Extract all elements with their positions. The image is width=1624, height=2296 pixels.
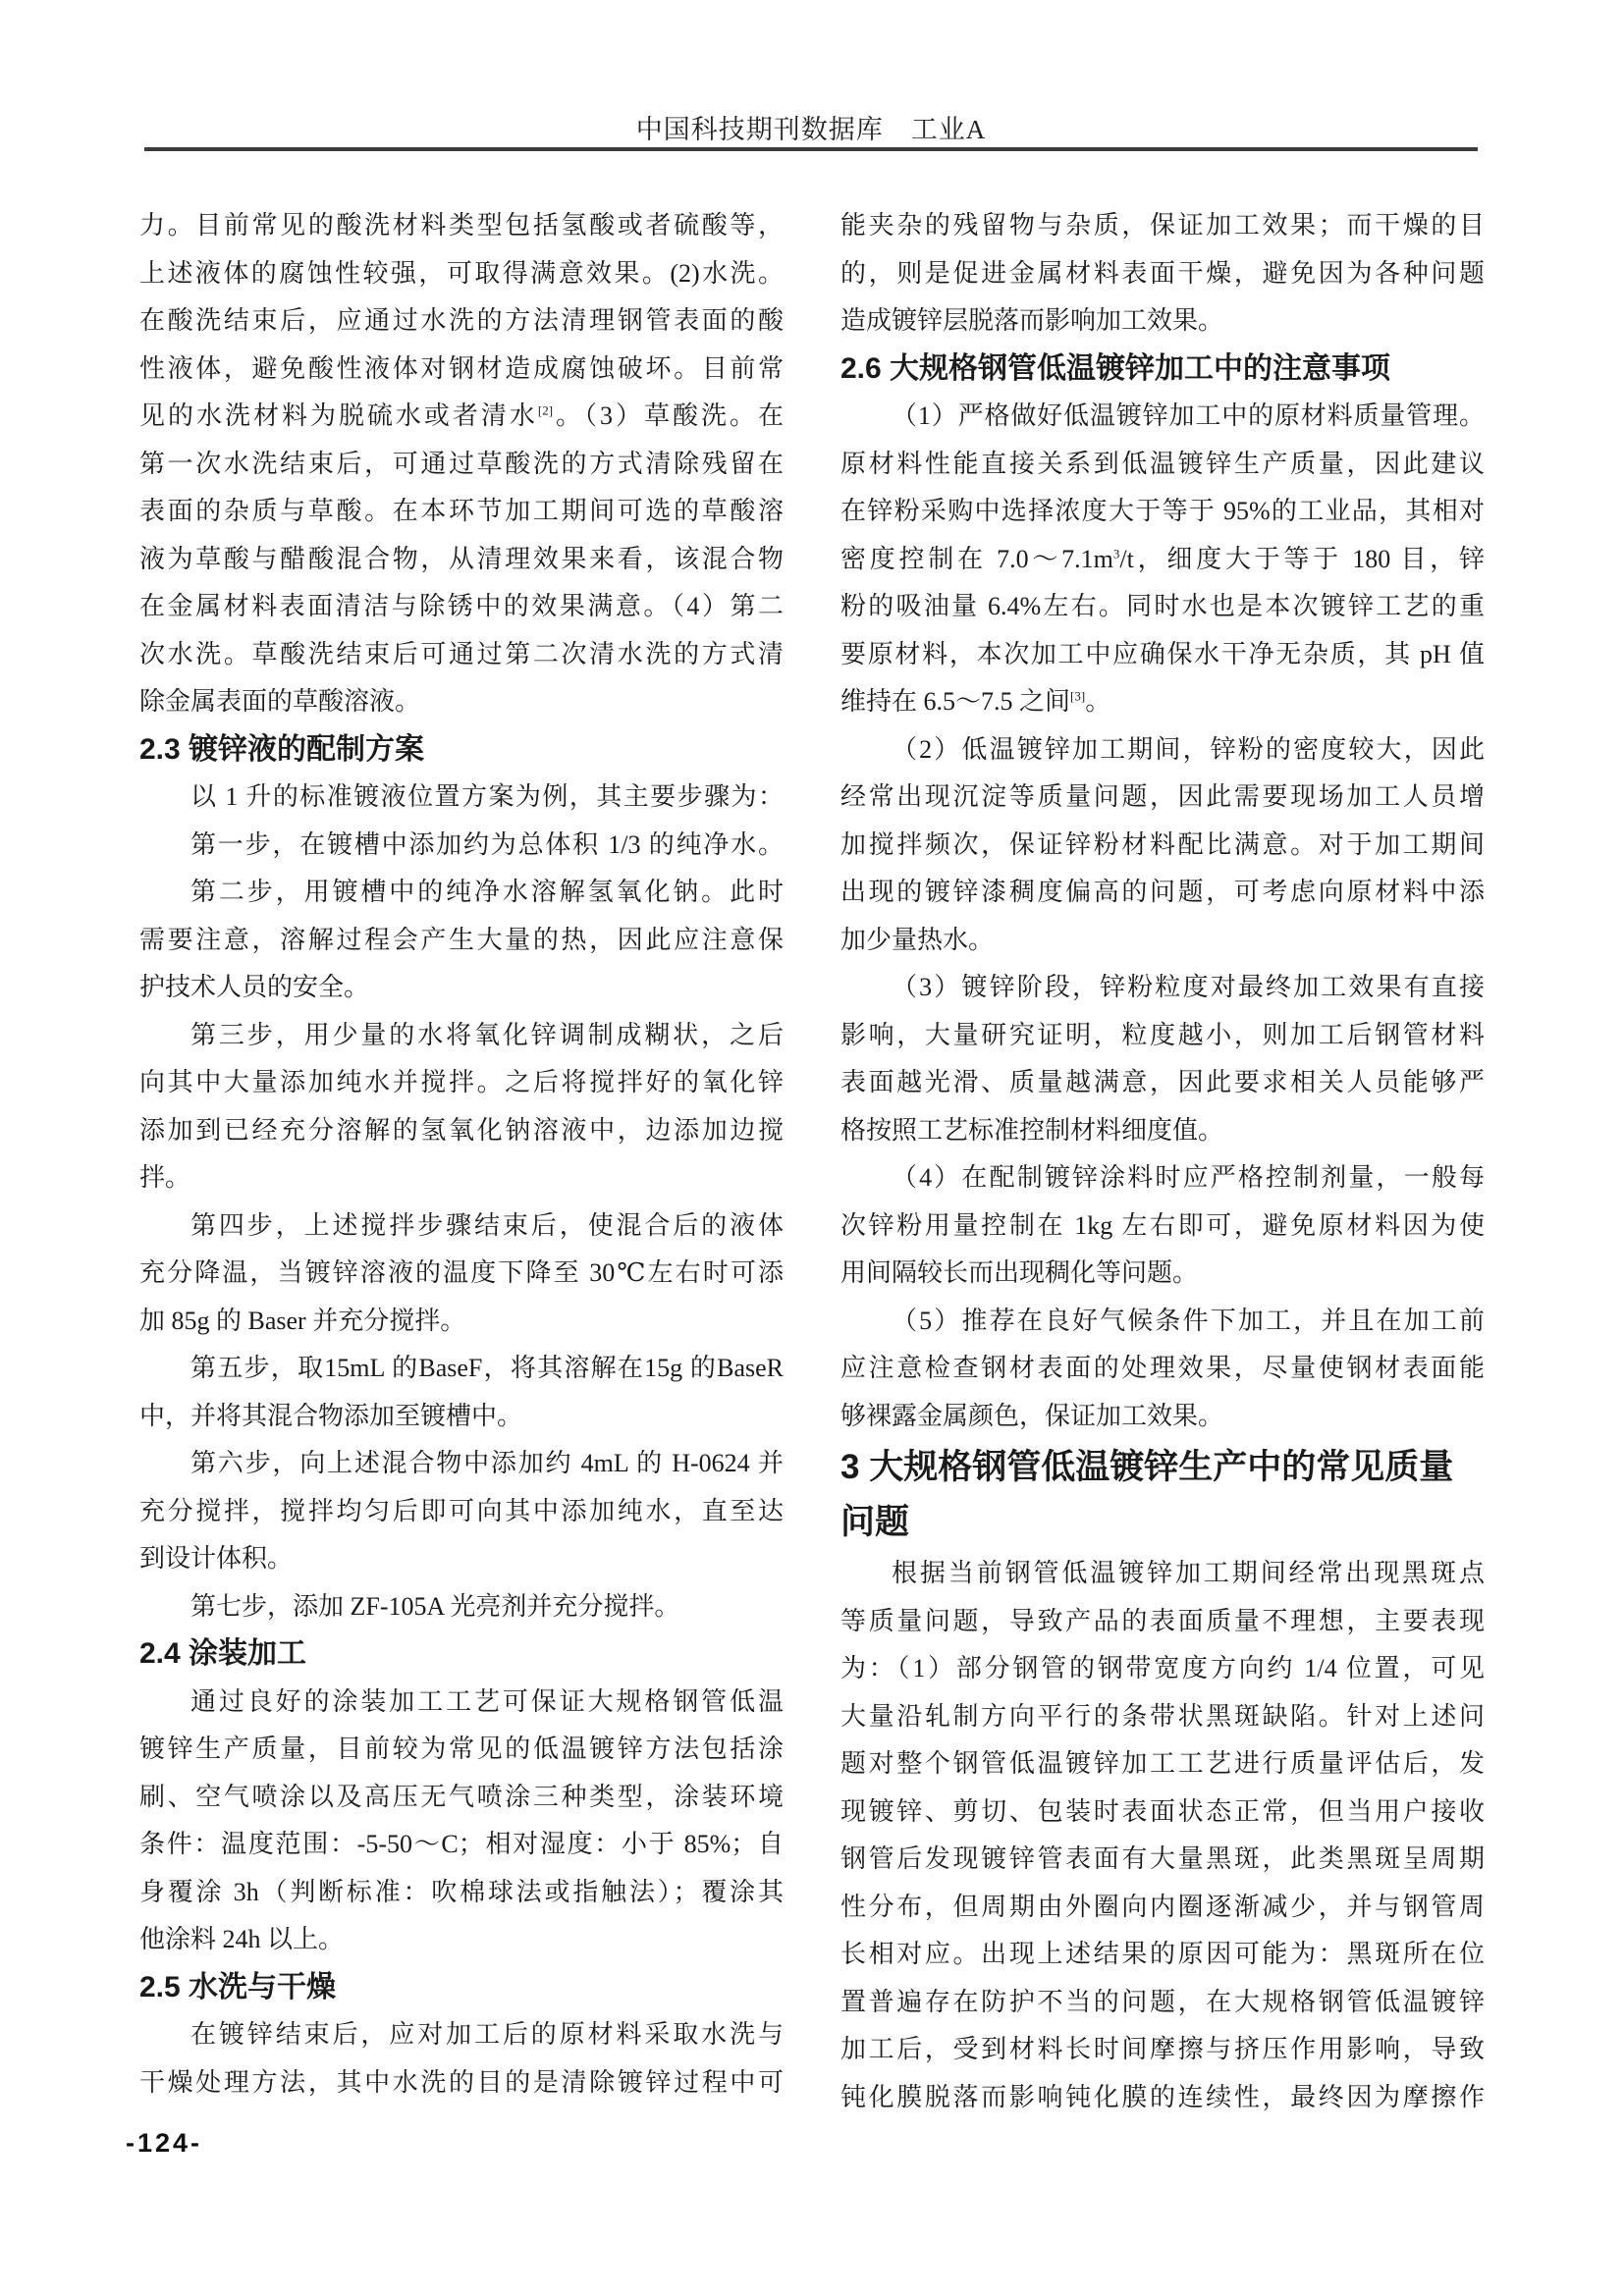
text-segment: 加工后，受到材料长时间摩擦与挤压作用影响，导致 <box>840 2035 1485 2063</box>
body-line <box>840 1884 1485 1932</box>
text-segment: 镀锌生产质量，目前较为常见的低温镀锌方法包括涂 <box>139 1735 784 1763</box>
body-line <box>139 678 784 726</box>
text-segment: 加少量热水。 <box>840 925 995 954</box>
section-heading <box>840 346 1485 394</box>
body-line <box>840 1598 1485 1646</box>
text-segment: 需要注意，溶解过程会产生大量的热，因此应注意保 <box>139 925 784 954</box>
body-line <box>139 536 784 584</box>
text-segment: 2.5 水洗与干燥 <box>139 1970 337 2003</box>
text-segment: /t，细度大于等于 180 目，锌 <box>1119 544 1485 573</box>
body-line <box>840 1979 1485 2027</box>
body-line <box>840 1789 1485 1837</box>
body-line <box>139 297 784 346</box>
section-heading <box>840 1495 1485 1550</box>
body-line <box>139 1250 784 1298</box>
body-line <box>139 1393 784 1441</box>
body-line <box>840 678 1485 726</box>
body-line <box>840 774 1485 822</box>
text-segment: 。 <box>1085 687 1111 716</box>
text-segment: 题对整个钢管低温镀锌加工工艺进行质量评估后，发 <box>840 1749 1485 1778</box>
text-segment: 第五步，取15mL 的BaseF，将其溶解在15g 的BaseR <box>190 1354 784 1382</box>
body-line <box>139 1821 784 1869</box>
text-segment: 表面的杂质与草酸。在本环节加工期间可选的草酸溶 <box>139 497 784 525</box>
text-segment: 见的水洗材料为脱硫水或者清水 <box>139 401 538 430</box>
body-line <box>840 1154 1485 1202</box>
body-line <box>139 1583 784 1631</box>
body-line <box>139 1345 784 1393</box>
body-line <box>840 250 1485 298</box>
text-segment: 性分布，但周期由外圈向内圈逐渐减少，并与钢管周 <box>840 1892 1485 1921</box>
text-segment: 3 大规格钢管低温镀锌生产中的常见质量 <box>840 1448 1454 1486</box>
body-line <box>840 1059 1485 1107</box>
text-segment: 原材料性能直接关系到低温镀锌生产质量，因此建议 <box>840 449 1485 478</box>
body-line <box>840 822 1485 870</box>
section-heading <box>840 1440 1485 1495</box>
text-segment: 以 1 升的标准镀液位置方案为例，其主要步骤为： <box>190 782 784 811</box>
body-line <box>139 1154 784 1202</box>
body-line <box>139 631 784 679</box>
text-segment: 影响，大量研究证明，粒度越小，则加工后钢管材料 <box>840 1020 1485 1049</box>
body-line <box>139 1535 784 1583</box>
right-column <box>840 202 1485 2121</box>
body-line <box>840 202 1485 250</box>
text-segment: （2）低温镀锌加工期间，锌粉的密度较大，因此 <box>892 734 1485 764</box>
body-line <box>840 1931 1485 1979</box>
text-segment: 身覆涂 3h（判断标准：吹棉球法或指触法）；覆涂其 <box>139 1877 784 1906</box>
body-line <box>840 583 1485 631</box>
text-segment: 等质量问题，导致产品的表面质量不理想，主要表现 <box>840 1606 1485 1635</box>
body-line <box>840 297 1485 346</box>
body-line <box>139 202 784 250</box>
text-segment: 用间隔较长而出现稠化等问题。 <box>840 1258 1199 1287</box>
body-line <box>840 536 1485 584</box>
body-line <box>139 250 784 298</box>
superscript-reference: 3 <box>1112 545 1120 561</box>
text-segment: 向其中大量添加纯水并搅拌。之后将搅拌好的氧化锌 <box>139 1068 784 1096</box>
body-line <box>139 441 784 489</box>
page-number: -124- <box>126 2128 203 2158</box>
text-segment: 格按照工艺标准控制材料细度值。 <box>840 1115 1224 1145</box>
body-line <box>840 964 1485 1012</box>
text-segment: 根据当前钢管低温镀锌加工期间经常出现黑斑点 <box>892 1559 1485 1587</box>
text-segment: 第四步，上述搅拌步骤结束后，使混合后的液体 <box>190 1210 784 1240</box>
body-line <box>139 1916 784 1964</box>
text-segment: 中，并将其混合物添加至镀槽中。 <box>139 1401 523 1430</box>
body-line <box>840 1393 1485 1441</box>
text-segment: 第二步，用镀槽中的纯净水溶解氢氧化钠。此时 <box>190 878 784 906</box>
text-segment: 问题 <box>840 1503 910 1541</box>
body-line <box>840 1740 1485 1789</box>
body-line <box>139 346 784 394</box>
body-line <box>840 1550 1485 1598</box>
body-line <box>139 1202 784 1251</box>
text-segment: 表面越光滑、质量越满意，因此要求相关人员能够严 <box>840 1068 1485 1096</box>
text-segment: 钢管后发现镀锌管表面有大量黑斑，此类黑斑呈周期 <box>840 1844 1485 1873</box>
text-segment: 在镀锌结束后，应对加工后的原材料采取水洗与 <box>190 2020 784 2049</box>
body-line <box>139 2059 784 2108</box>
body-line <box>840 1345 1485 1393</box>
text-segment: 上述液体的腐蚀性较强，可取得满意效果。(2)水洗。 <box>139 258 784 288</box>
text-segment: 够裸露金属颜色，保证加工效果。 <box>840 1401 1224 1430</box>
body-line <box>139 1440 784 1488</box>
text-segment: 除金属表面的草酸溶液。 <box>139 687 421 716</box>
text-segment: 现镀锌、剪切、包装时表面状态正常，但当用户接收 <box>840 1796 1485 1826</box>
text-segment: 。（3）草酸洗。在 <box>553 401 784 430</box>
text-segment: 2.6 大规格钢管低温镀锌加工中的注意事项 <box>840 351 1391 385</box>
text-segment: （1）严格做好低温镀锌加工中的原材料质量管理。 <box>892 401 1485 430</box>
text-segment: 次水洗。草酸洗结束后可通过第二次清水洗的方式清 <box>139 639 784 668</box>
section-heading <box>139 726 784 774</box>
text-segment: 加 85g 的 Baser 并充分搅拌。 <box>139 1306 466 1335</box>
body-line <box>139 1059 784 1107</box>
text-segment: 2.3 镀锌液的配制方案 <box>139 732 425 766</box>
text-segment: 密度控制在 7.0～7.1m <box>840 544 1113 573</box>
body-line <box>840 2026 1485 2074</box>
body-line <box>139 488 784 536</box>
text-segment: （4）在配制镀锌涂料时应严格控制剂量，一般每 <box>892 1163 1485 1192</box>
body-line <box>840 393 1485 441</box>
text-segment: 维持在 6.5～7.5 之间 <box>840 687 1071 716</box>
body-line <box>840 1250 1485 1298</box>
text-segment: 在酸洗结束后，应通过水洗的方法清理钢管表面的酸 <box>139 306 784 335</box>
text-segment: 在金属材料表面清洁与除锈中的效果满意。（4）第二 <box>139 592 784 620</box>
superscript-reference: [3] <box>1070 688 1086 704</box>
text-segment: 2.4 涂装加工 <box>139 1637 307 1670</box>
body-line <box>139 1726 784 1774</box>
body-line <box>139 2011 784 2059</box>
body-line <box>139 393 784 441</box>
text-segment: 次锌粉用量控制在 1kg 左右即可，避免原材料因为使 <box>840 1210 1485 1240</box>
body-line <box>840 1645 1485 1693</box>
body-line <box>840 726 1485 774</box>
body-line <box>840 869 1485 917</box>
text-segment: 条件：温度范围：-5-50～C；相对湿度：小于 85%；自 <box>139 1830 784 1858</box>
text-segment: 他涂料 24h 以上。 <box>139 1925 345 1953</box>
body-line <box>840 1012 1485 1060</box>
body-line <box>840 441 1485 489</box>
section-heading <box>139 1630 784 1679</box>
left-column <box>139 202 784 2107</box>
text-segment: 大量沿轧制方向平行的条带状黑斑缺陷。针对上述问 <box>840 1701 1485 1731</box>
text-segment: 干燥处理方法，其中水洗的目的是清除镀锌过程中可 <box>139 2067 784 2097</box>
body-line <box>139 1488 784 1536</box>
body-line <box>139 1774 784 1822</box>
superscript-reference: [2] <box>537 402 554 418</box>
body-line <box>139 964 784 1012</box>
body-line <box>840 488 1485 536</box>
text-segment: 经常出现沉淀等质量问题，因此需要现场加工人员增 <box>840 782 1485 811</box>
body-line <box>139 583 784 631</box>
text-segment: 第一步，在镀槽中添加约为总体积 1/3 的纯净水。 <box>190 829 784 859</box>
text-segment: 第六步，向上述混合物中添加约 4mL 的 H-0624 并 <box>190 1449 784 1477</box>
section-heading <box>139 1964 784 2012</box>
text-segment: 粉的吸油量 6.4%左右。同时水也是本次镀锌工艺的重 <box>840 592 1485 620</box>
text-segment: 充分搅拌，搅拌均匀后即可向其中添加纯水，直至达 <box>139 1496 784 1525</box>
header-divider <box>144 147 1478 151</box>
text-segment: 拌。 <box>139 1163 191 1192</box>
body-line <box>840 1693 1485 1741</box>
text-segment: 造成镀锌层脱落而影响加工效果。 <box>840 306 1224 335</box>
text-segment: 应注意检查钢材表面的处理效果，尽量使钢材表面能 <box>840 1354 1485 1382</box>
text-segment: 置普遍存在防护不当的问题，在大规格钢管低温镀锌 <box>840 1987 1485 2016</box>
text-segment: 在锌粉采购中选择浓度大于等于 95%的工业品，其相对 <box>840 497 1485 525</box>
text-segment: 的，则是促进金属材料表面干燥，避免因为各种问题 <box>840 258 1485 288</box>
body-line <box>840 917 1485 965</box>
text-segment: 加搅拌频次，保证锌粉材料配比满意。对于加工期间 <box>840 829 1485 859</box>
text-segment: 为：（1）部分钢管的钢带宽度方向约 1/4 位置，可见 <box>840 1654 1485 1682</box>
body-line <box>840 1836 1485 1884</box>
text-segment: 长相对应。出现上述结果的原因可能为：黑斑所在位 <box>840 1940 1485 1968</box>
text-segment: 第一次水洗结束后，可通过草酸洗的方式清除残留在 <box>139 449 784 478</box>
text-segment: 充分降温，当镀锌溶液的温度下降至 30℃左右时可添 <box>139 1258 784 1287</box>
body-line <box>139 1298 784 1346</box>
body-line <box>840 2074 1485 2122</box>
text-segment: （3）镀锌阶段，锌粉粒度对最终加工效果有直接 <box>892 973 1485 1001</box>
text-segment: 钝化膜脱落而影响钝化膜的连续性，最终因为摩擦作 <box>840 2082 1485 2111</box>
text-segment: 第三步，用少量的水将氧化锌调制成糊状，之后 <box>190 1020 784 1049</box>
text-segment: （5）推荐在良好气候条件下加工，并且在加工前 <box>892 1306 1485 1335</box>
body-line <box>139 1679 784 1727</box>
body-line <box>840 1107 1485 1155</box>
body-line <box>840 1298 1485 1346</box>
text-segment: 液为草酸与醋酸混合物，从清理效果来看，该混合物 <box>139 544 784 573</box>
text-segment: 护技术人员的安全。 <box>139 973 370 1001</box>
body-line <box>139 1869 784 1917</box>
text-segment: 性液体，避免酸性液体对钢材造成腐蚀破坏。目前常 <box>139 353 784 383</box>
text-segment: 要原材料，本次加工中应确保水干净无杂质，其 pH 值 <box>840 639 1485 668</box>
body-line <box>139 1107 784 1155</box>
body-line <box>139 774 784 822</box>
text-segment: 到设计体积。 <box>139 1544 294 1573</box>
text-segment: 通过良好的涂装加工工艺可保证大规格钢管低温 <box>190 1686 784 1716</box>
text-segment: 出现的镀锌漆稠度偏高的问题，可考虑向原材料中添 <box>840 878 1485 906</box>
body-line <box>139 917 784 965</box>
body-line <box>840 1202 1485 1251</box>
journal-header: 中国科技期刊数据库 工业A <box>635 115 987 144</box>
body-line <box>139 1012 784 1060</box>
text-segment: 添加到已经充分溶解的氢氧化钠溶液中，边添加边搅 <box>139 1115 784 1145</box>
text-segment: 能夹杂的残留物与杂质，保证加工效果；而干燥的目 <box>840 211 1485 240</box>
text-segment: 刷、空气喷涂以及高压无气喷涂三种类型，涂装环境 <box>139 1782 784 1811</box>
body-line <box>139 869 784 917</box>
body-line <box>840 631 1485 679</box>
body-line <box>139 822 784 870</box>
text-segment: 第七步，添加 ZF-105A 光亮剂并充分搅拌。 <box>190 1591 680 1621</box>
text-segment: 力。目前常见的酸洗材料类型包括氢酸或者硫酸等， <box>139 211 784 240</box>
